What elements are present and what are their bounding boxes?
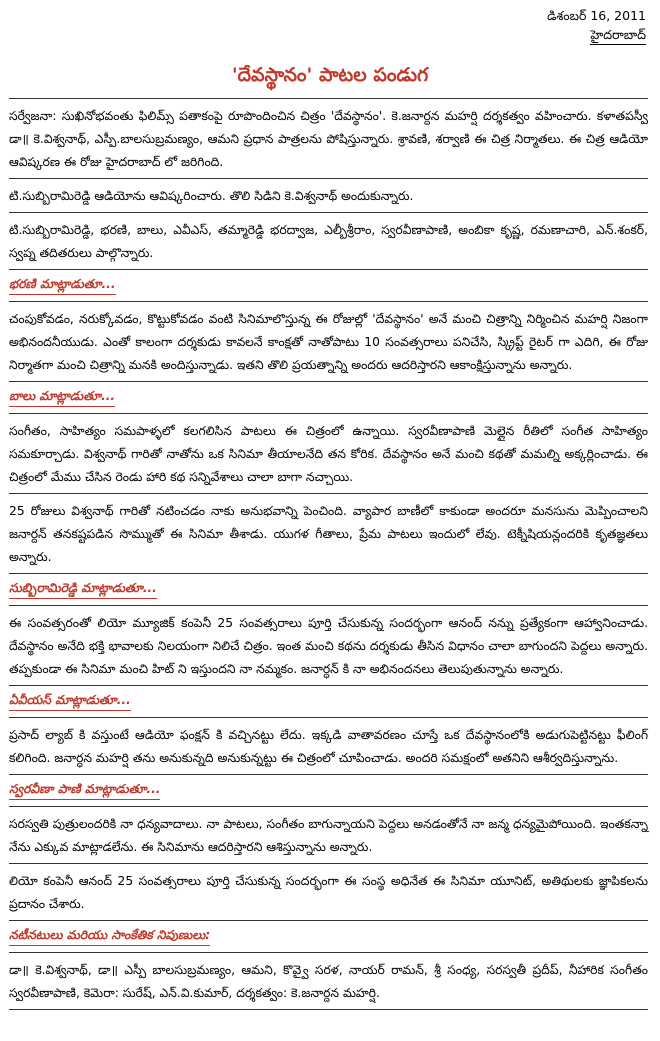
section-heading: భరణి మాట్లాడుతూ... bbox=[9, 274, 116, 295]
article-place: హైదరాబాద్ bbox=[590, 25, 646, 45]
divider bbox=[9, 952, 648, 953]
section-heading: బాలు మాట్లాడుతూ... bbox=[9, 386, 115, 407]
section-paragraph: డా॥ కె.విశ్వనాథ్, డా॥ ఎస్పీ బాలసుబ్రమణ్యం, ఆమని, కొవ్వై సరళ, నాయర్ రామన్, శ్రీ సంధ్య, సరస్వతీ ప్రదీప్, నీహారిక సంగీతం స్వరవీణాపాణి, కెమెరా: సురేష్, ఎన్.వి.కుమార్, దర్శకత్వం: కె.జనార్దన మహర్షి. bbox=[9, 963, 648, 1000]
divider bbox=[9, 573, 648, 574]
article-date: డిశంబర్ 16, 2011 bbox=[547, 8, 646, 23]
divider bbox=[9, 381, 648, 382]
section-paragraph: 25 రోజులు విశ్వనాథ్ గారితో నటించడం నాకు అనుభవాన్ని పెంచింది. వ్యాపార బాణీలో కాకుండా అందరూ మనసును మెప్పించాలని జనార్దన్ తనకష్టపడిన సొమ్ముతో ఈ సినిమా తీశాడు. యుగళ గీతాలు, ప్రేమ పాటలు ఇందులో లేవు. టెక్నీషియన్లందరికి కృతజ్ఞతలు అన్నారు. bbox=[9, 504, 648, 564]
divider bbox=[9, 920, 648, 921]
divider bbox=[9, 493, 648, 494]
divider bbox=[9, 717, 648, 718]
section-heading: సుబ్బిరామిరెడ్డి మాట్లాడుతూ... bbox=[9, 578, 157, 599]
section-heading: నటీనటులు మరియు సాంకేతిక నిపుణులు: bbox=[9, 925, 210, 946]
intro-paragraph: టి.సుబ్బిరామిరెడ్డి, భరణి, బాలు, ఎవీఎస్, తమ్మారెడ్డి భరద్వాజ, ఎల్బీశ్రీరాం, స్వరవీణాపాణి, అంబికా కృష్ణ, రమణాచారి, ఎన్.శంకర్, స్వప్న తదితరులు పాల్గొన్నారు. bbox=[9, 223, 648, 260]
section-heading: స్వరవీణా పాణి మాట్లాడుతూ... bbox=[9, 779, 160, 800]
section-paragraph: చంపుకోవడం, నరుక్కోవడం, కొట్టుకోవడం వంటి సినిమాలొస్తున్న ఈ రోజుల్లో 'దేవస్థానం' అనే మంచి చిత్రాన్ని నిర్మించిన మహర్షి నిజంగా అభినందనీయుడు. ఎంతో కాలంగా దర్శకుడు కావలనే కాంక్షతో నాతోపాటు 10 సంవత్సరాలు పనిచేసి, స్క్రిప్ట్ రైటర్ గా ఎదిగి, ఈ రోజు నిర్మాతగా మంచి చిత్రాన్ని మనకి అందిస్తున్నాడు. ఇతని తొలి ప్రయత్నాన్ని అందరు ఆదరిస్తారని ఆకాంక్షిస్తున్నాను అన్నారు. bbox=[9, 312, 648, 372]
dateline bbox=[547, 6, 646, 45]
divider bbox=[9, 212, 648, 213]
section-paragraph: సరస్వతి పుత్రులందరికి నా ధన్యవాదాలు. నా పాటలు, సంగీతం బాగున్నాయని పెద్దలు అనడంతోనే నా జన్మ ధన్యమైపోయింది. ఇంతకన్నా నేను ఎక్కువ మాట్లాడలేను. ఈ సినిమాను ఆదరిస్తారని ఆశిస్తున్నాను అన్నారు. bbox=[9, 817, 648, 854]
top-divider bbox=[9, 98, 648, 99]
divider bbox=[9, 605, 648, 606]
section-paragraph: ఈ సంవత్సరంతో లియో మ్యూజిక్ కంపెనీ 25 సంవత్సరాలు పూర్తి చేసుకున్న సందర్భంగా ఆనంద్ నన్ను ప్రత్యేకంగా ఆహ్వానించాడు. దేవస్థానం అనేది భక్తి భావాలకు నిలయంగా నిలిచే చిత్రం. ఇంత మంచి కథను దర్శకుడు తీసిన విధానం చాలా బాగుందని పెద్దలు అన్నారు. తప్పకుండా ఈ సినిమా మంచి హిట్ ని ఇస్తుందని నా నమ్మకం. జనార్ధన్ కి నా అభినందనలు తెలుపుతున్నాను అన్నారు. bbox=[9, 616, 648, 676]
article-body bbox=[9, 98, 648, 1010]
intro-paragraph: సర్వేజనా: సుఖినోభవంతు ఫిలిమ్స్ పతాకంపై రూపొందించిన చిత్రం 'దేవస్థానం'. కె.జనార్దన మహర్షి దర్శకత్వం వహించారు. కళాతపస్వీ డా॥ కె.విశ్వనాథ్, ఎస్పీ.బాలసుబ్రమణ్యం, ఆమని ప్రధాన పాత్రలను పోషిస్తున్నారు. శ్రావణి, శర్వాణి ఈ చిత్ర నిర్మాతలు. ఈ చిత్ర ఆడియో ఆవిష్కరణ ఈ రోజు హైదరాబాద్ లో జరిగింది. bbox=[9, 109, 648, 169]
section-paragraph: ప్రసాద్ ల్యాబ్ కి వస్తుంటే ఆడియో ఫంక్షన్ కి వచ్చినట్టు లేదు. ఇక్కడి వాతావరణం చూస్తే ఒక దేవస్థానంలోకి అడుగుపెట్టినట్టు ఫీలింగ్ కలిగింది. జనార్ధన మహర్షి తను అనుకున్నది అనుకున్నట్టు ఈ చిత్రంలో చూపించాడు. అందరి సమక్షంలో అతనిని ఆశీర్వదిస్తున్నాను. bbox=[9, 728, 648, 765]
divider bbox=[9, 863, 648, 864]
section-heading: ఏవీయస్ మాట్లాడుతూ... bbox=[9, 690, 131, 711]
divider bbox=[9, 806, 648, 807]
divider bbox=[9, 413, 648, 414]
section-paragraph: సంగీతం, సాహిత్యం సమపాళ్ళలో కలగలిసిన పాటలు ఈ చిత్రంలో ఉన్నాయి. స్వరవీణాపాణి మెల్లైన రీతిలో సంగీత సాహిత్యం సమకూర్చాడు. విశ్వనాథ్ గారితో నాతోను ఒక సినిమా తీయాలనేది తన కోరిక. దేవస్థానం అనే మంచి కథతో మమల్ని అక్కర్లించాడు. ఈ చిత్రంలో మేము చేసిన రెండు హారి కథ సన్నివేశాలు చాలా బాగా నచ్చాయి. bbox=[9, 424, 648, 484]
section-paragraph: లియో కంపెనీ ఆనంద్ 25 సంవత్సరాలు పూర్తి చేసుకున్న సందర్భంగా ఈ సంస్థ అధినేత ఈ సినిమా యూనిట్, అతిథులకు జ్ఞాపికలను ప్రదానం చేశారు. bbox=[9, 874, 648, 911]
article-title: 'దేవస్థానం' పాటల పండుగ bbox=[231, 64, 429, 86]
bottom-divider bbox=[9, 1009, 648, 1010]
divider bbox=[9, 178, 648, 179]
intro-paragraph: టి.సుబ్బిరామిరెడ్డి ఆడియోను ఆవిష్కరించారు. తొలి సిడిని కె.విశ్వనాథ్ అందుకున్నారు. bbox=[9, 189, 414, 203]
divider bbox=[9, 685, 648, 686]
divider bbox=[9, 774, 648, 775]
divider bbox=[9, 269, 648, 270]
divider bbox=[9, 301, 648, 302]
